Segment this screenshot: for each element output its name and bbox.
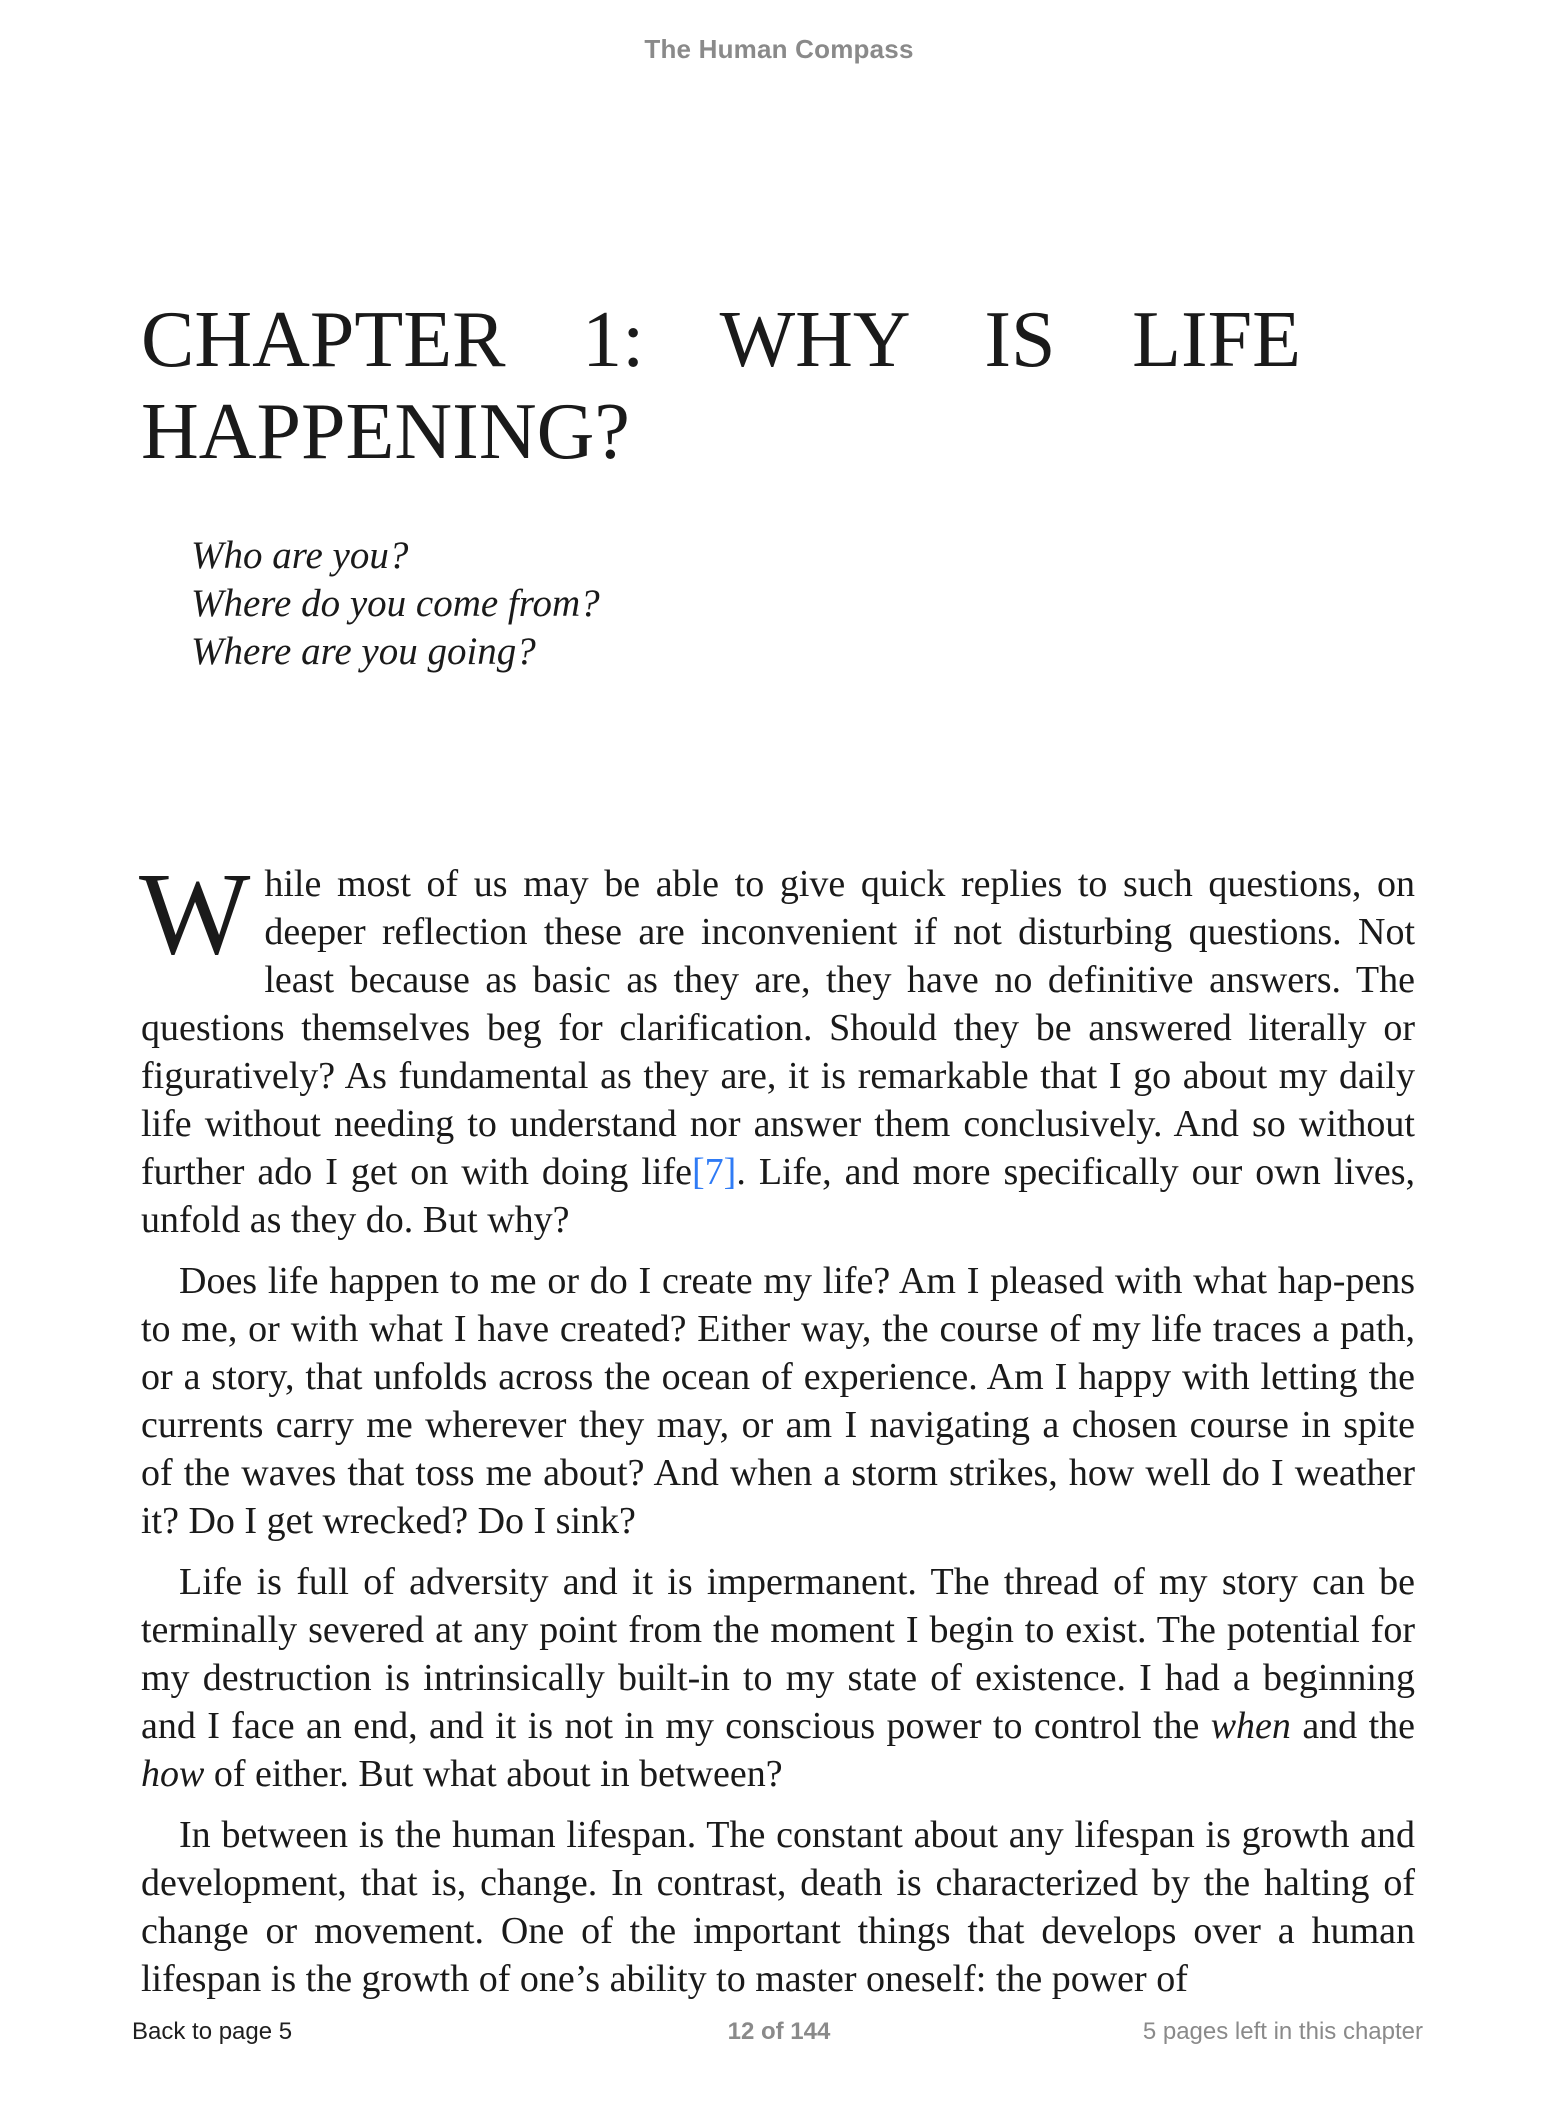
reading-page <box>141 294 1415 2003</box>
paragraph <box>141 1811 1415 2003</box>
emphasis-text: how <box>141 1753 205 1795</box>
epigraph-line: Who are you? <box>191 534 409 577</box>
paragraph-text: Does life happen to me or do I create my life? Am I pleased with what hap <box>179 1260 1333 1302</box>
chapter-title: CHAPTER 1: WHY IS LIFE HAPPENING? <box>141 296 1301 476</box>
epigraph-line: Where are you going? <box>191 630 536 673</box>
emphasis-text: when <box>1210 1705 1291 1747</box>
chapter-body <box>139 848 1415 2003</box>
book-title: The Human Compass <box>644 34 914 64</box>
drop-cap: W <box>139 848 251 979</box>
paragraph-text: . Life, and more specifically our own lives, unfold as they do. But why? <box>141 1151 1415 1241</box>
paragraph <box>139 848 1415 1244</box>
paragraph-text: of either. But what about in between? <box>204 1753 783 1795</box>
chapter-pages-remaining: 5 pages left in this chapter <box>1142 2018 1423 2045</box>
epigraph <box>191 532 1415 676</box>
paragraph-text: Life is full of adversity and it is impermanent. The thread of my story can be terminally severed at any point from the moment I begin to exist. The potential for my destruction is intrinsically built-in to my state of existence. I had a beginning and I face an end, and it is not in my conscious power to control the <box>141 1561 1415 1747</box>
paragraph-text: pens to me, or with what I have created? Either way, the course of my life traces a path, or a story, that unfolds across the ocean of experience. Am I happy with letting the currents carry me wherever they may, or am I navigating a chosen course in spite of the waves that toss me about? And when a storm strikes, how well do I weather it? Do I get wrecked? Do I sink? <box>141 1260 1415 1542</box>
paragraph-text: and the <box>1290 1705 1415 1747</box>
footnote-link[interactable]: [7] <box>692 1151 737 1193</box>
epigraph-line: Where do you come from? <box>191 582 600 625</box>
page-indicator: 12 of 144 <box>727 2018 831 2045</box>
paragraph <box>141 1558 1415 1798</box>
paragraph: Does life happen to me or do I create my life? Am I pleased with what hap-pens to me, or with what I have created? Either way, the course of my life traces a path, or a story, that unfolds across the ocean of experience. Am I happy with letting the currents carry me wherever they may, or am I navigating a chosen course in spite of the waves that toss me about? And when a storm strikes, how well do I weather it? Do I get wrecked? Do I sink? <box>141 1260 1415 1542</box>
paragraph-text: In between is the human lifespan. The constant about any lifespan is growth and development, that is, change. In contrast, death is characterized by the halting of change or movement. One of the important things that develops over a human lifespan is the growth of one’s ability to master oneself: the power of <box>141 1814 1415 2000</box>
paragraph-text: hile most of us may be able to give quick replies to such questions, on deeper reflection these are inconvenient if not disturbing questions. Not least because as basic as they are, they have no definitive answers. The questions themselves beg for clarification. Should they be answered literally or figuratively? As fundamental as they are, it is remarkable that I go about my daily life without needing to understand nor answer them conclusively. And so without further ado I get on with doing life <box>141 863 1415 1193</box>
back-to-page-link[interactable]: Back to page 5 <box>132 2018 293 2045</box>
